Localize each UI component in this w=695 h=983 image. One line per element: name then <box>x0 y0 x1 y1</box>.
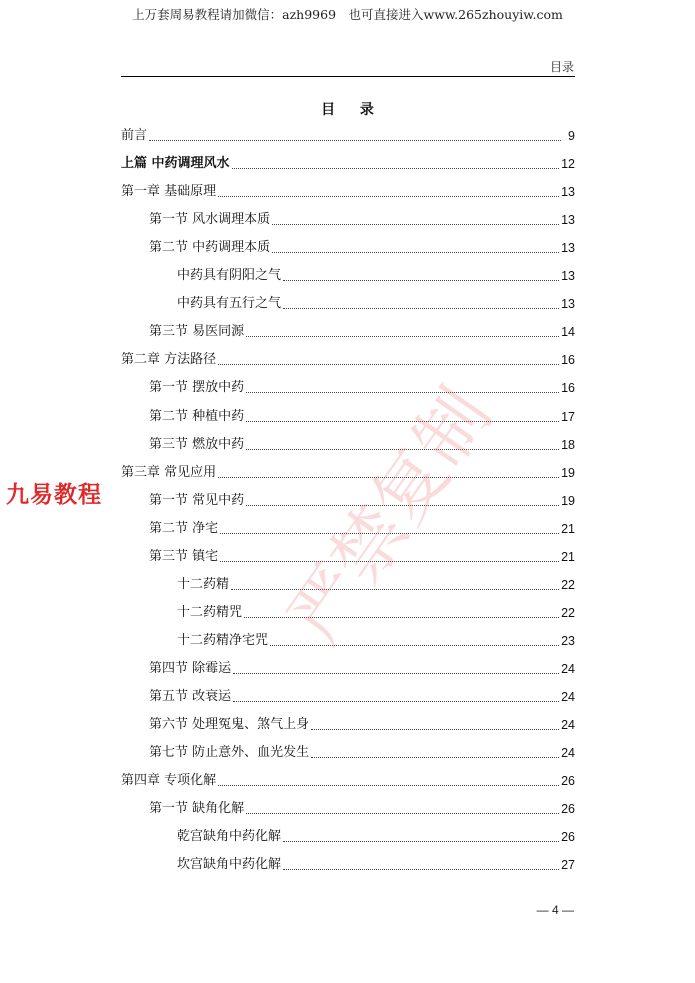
dot-leader <box>246 421 559 422</box>
toc-entry[interactable] <box>149 798 575 818</box>
toc-entry-page: 21 <box>561 550 575 564</box>
dot-leader <box>244 617 559 618</box>
toc-entry-label: 中药具有阴阳之气 <box>177 268 282 283</box>
toc-entry-label: 十二药精净宅咒 <box>177 633 269 648</box>
toc-title: 目 录 <box>321 102 384 118</box>
toc-entry-label: 中药具有五行之气 <box>177 296 282 311</box>
toc-entry-page: 19 <box>561 494 575 508</box>
toc-entry-label: 前言 <box>121 128 148 143</box>
toc-entry-label: 第三节 燃放中药 <box>149 437 245 452</box>
toc-entry[interactable] <box>177 826 575 846</box>
dot-leader <box>272 252 559 253</box>
toc-entry-page: 18 <box>561 438 575 452</box>
toc-entry-page: 9 <box>568 129 575 143</box>
toc-entry-page: 13 <box>561 213 575 227</box>
toc-entry-label: 乾宫缺角中药化解 <box>177 829 282 844</box>
toc-entry-label: 十二药精咒 <box>177 605 243 620</box>
toc-entry[interactable] <box>121 153 575 173</box>
toc-entry-label: 上篇 中药调理风水 <box>121 156 230 171</box>
toc-entry-label: 第四节 除霉运 <box>149 661 232 676</box>
toc-entry-label: 第六节 处理冤鬼、煞气上身 <box>149 717 310 732</box>
dot-leader <box>311 757 559 758</box>
dot-leader <box>218 785 559 786</box>
toc-entry-page: 26 <box>561 774 575 788</box>
dot-leader <box>232 168 560 169</box>
toc-entry-label: 第一章 基础原理 <box>121 184 217 199</box>
dot-leader <box>246 336 559 337</box>
toc-entry-page: 24 <box>561 746 575 760</box>
toc-entry[interactable] <box>149 406 575 426</box>
toc-entry-page: 14 <box>561 325 575 339</box>
toc-entry-label: 第二节 种植中药 <box>149 409 245 424</box>
toc-entry[interactable] <box>121 770 575 790</box>
toc-entry-page: 13 <box>561 185 575 199</box>
toc-entry-page: 24 <box>561 690 575 704</box>
toc-entry-page: 17 <box>561 410 575 424</box>
dot-leader <box>246 449 559 450</box>
toc-entry[interactable] <box>177 574 575 594</box>
dot-leader <box>272 224 559 225</box>
toc-entry-label: 十二药精 <box>177 577 230 592</box>
toc-entry-label: 第一节 常见中药 <box>149 493 245 508</box>
toc-entry-page: 13 <box>561 269 575 283</box>
toc-entry[interactable] <box>149 742 575 762</box>
dot-leader <box>311 729 559 730</box>
toc-entry[interactable] <box>149 490 575 510</box>
toc-entry-page: 19 <box>561 466 575 480</box>
toc-entry-page: 27 <box>561 858 575 872</box>
dot-leader <box>218 364 559 365</box>
toc-entry[interactable] <box>121 349 575 369</box>
toc-entry[interactable] <box>149 658 575 678</box>
dot-leader <box>218 477 559 478</box>
dot-leader <box>246 505 559 506</box>
dot-leader <box>283 841 559 842</box>
toc-entry-page: 22 <box>561 578 575 592</box>
watermark-stamp: 严禁复制 <box>272 373 507 658</box>
toc-entry-label: 第一节 风水调理本质 <box>149 212 271 227</box>
dot-leader <box>233 701 559 702</box>
toc-entry-label: 第三节 易医同源 <box>149 324 245 339</box>
toc-entry-label: 第一节 缺角化解 <box>149 801 245 816</box>
toc-entry[interactable] <box>121 181 575 201</box>
toc-entry[interactable] <box>121 462 575 482</box>
toc-entry-page: 13 <box>561 241 575 255</box>
toc-entry[interactable] <box>149 686 575 706</box>
toc-entry-page: 21 <box>561 522 575 536</box>
toc-entry[interactable] <box>177 602 575 622</box>
dot-leader <box>149 140 561 141</box>
toc-entry-page: 24 <box>561 662 575 676</box>
toc-entry[interactable] <box>177 630 575 650</box>
dot-leader <box>246 813 559 814</box>
toc-entry-label: 第三节 镇宅 <box>149 549 219 564</box>
toc-entry-page: 23 <box>561 634 575 648</box>
toc-entry-page: 24 <box>561 718 575 732</box>
dot-leader <box>220 533 559 534</box>
brand-logo: 九易教程 <box>6 482 102 508</box>
toc-entry[interactable] <box>121 125 575 145</box>
dot-leader <box>283 869 559 870</box>
toc-entry[interactable] <box>149 546 575 566</box>
top-banner: 上万套周易教程请加微信：azh9969 也可直接进入www.265zhouyiw.com <box>132 7 563 22</box>
toc-entry[interactable] <box>149 209 575 229</box>
dot-leader <box>283 280 559 281</box>
toc-entry[interactable] <box>149 714 575 734</box>
toc-entry[interactable] <box>149 518 575 538</box>
header-rule <box>121 76 575 77</box>
toc-entry-page: 26 <box>561 802 575 816</box>
toc-entry-label: 第三章 常见应用 <box>121 465 217 480</box>
toc-entry[interactable] <box>149 434 575 454</box>
toc-entry-page: 22 <box>561 606 575 620</box>
toc-entry-label: 第二章 方法路径 <box>121 352 217 367</box>
toc-entry[interactable] <box>177 293 575 313</box>
toc-entry-label: 第一节 摆放中药 <box>149 380 245 395</box>
toc-entry-label: 第四章 专项化解 <box>121 773 217 788</box>
toc-entry-label: 第二节 中药调理本质 <box>149 240 271 255</box>
dot-leader <box>218 196 559 197</box>
toc-entry-page: 16 <box>561 381 575 395</box>
toc-entry[interactable] <box>149 321 575 341</box>
toc-entry-page: 12 <box>561 157 575 171</box>
toc-entry-label: 第七节 防止意外、血光发生 <box>149 745 310 760</box>
dot-leader <box>270 645 559 646</box>
toc-entry[interactable] <box>177 265 575 285</box>
toc-entry[interactable] <box>177 854 575 874</box>
toc-entry[interactable] <box>149 377 575 397</box>
toc-entry-label: 坎宫缺角中药化解 <box>177 857 282 872</box>
dot-leader <box>220 561 559 562</box>
toc-entry-label: 第二节 净宅 <box>149 521 219 536</box>
toc-entry-page: 16 <box>561 353 575 367</box>
dot-leader <box>283 308 559 309</box>
dot-leader <box>231 589 559 590</box>
dot-leader <box>246 392 559 393</box>
toc-entry-page: 13 <box>561 297 575 311</box>
toc-entry[interactable] <box>149 237 575 257</box>
dot-leader <box>233 673 559 674</box>
page-number: — 4 — <box>536 903 574 917</box>
toc-entry-label: 第五节 改衰运 <box>149 689 232 704</box>
running-header: 目录 <box>549 60 574 74</box>
toc-entry-page: 26 <box>561 830 575 844</box>
